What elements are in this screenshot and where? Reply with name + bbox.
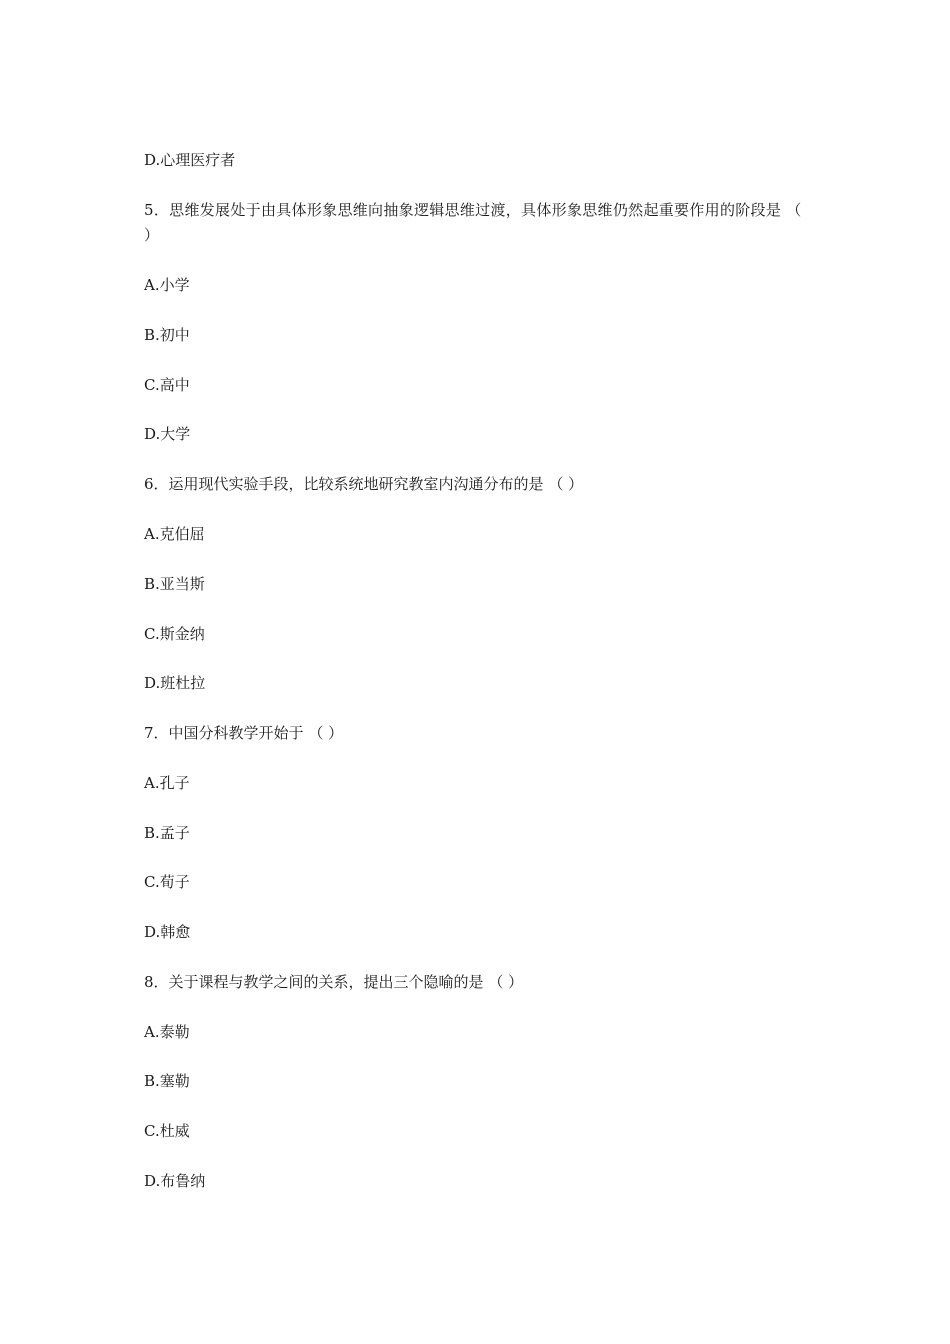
question-6: 6．运用现代实验手段，比较系统地研究教室内沟通分布的是 （ ） (144, 475, 584, 493)
option-text: D.大学 (144, 425, 191, 443)
option-text: D.布鲁纳 (144, 1172, 206, 1190)
option-text: C.斯金纳 (144, 625, 205, 643)
question-5: 5．思维发展处于由具体形象思维向抽象逻辑思维过渡，具体形象思维仍然起重要作用的阶段是 （ ） (144, 201, 802, 244)
option-text: B.初中 (144, 326, 190, 344)
option-text: C.杜威 (144, 1122, 190, 1140)
option-text: A.孔子 (144, 774, 190, 792)
option-text: A.克伯屈 (144, 525, 205, 543)
option-text: A.小学 (144, 276, 190, 294)
option-text: A.泰勒 (144, 1023, 190, 1041)
option-text: B.塞勒 (144, 1072, 190, 1090)
option-text: D.韩愈 (144, 923, 191, 941)
option-text: B.孟子 (144, 824, 190, 842)
option-text: B.亚当斯 (144, 575, 205, 593)
question-8: 8．关于课程与教学之间的关系，提出三个隐喻的是 （ ） (144, 973, 524, 991)
option-text: D.心理医疗者 (144, 151, 236, 169)
question-7: 7．中国分科教学开始于 （ ） (144, 724, 344, 742)
option-text: C.荀子 (144, 873, 190, 891)
option-text: C.高中 (144, 376, 190, 394)
option-text: D.班杜拉 (144, 674, 206, 692)
